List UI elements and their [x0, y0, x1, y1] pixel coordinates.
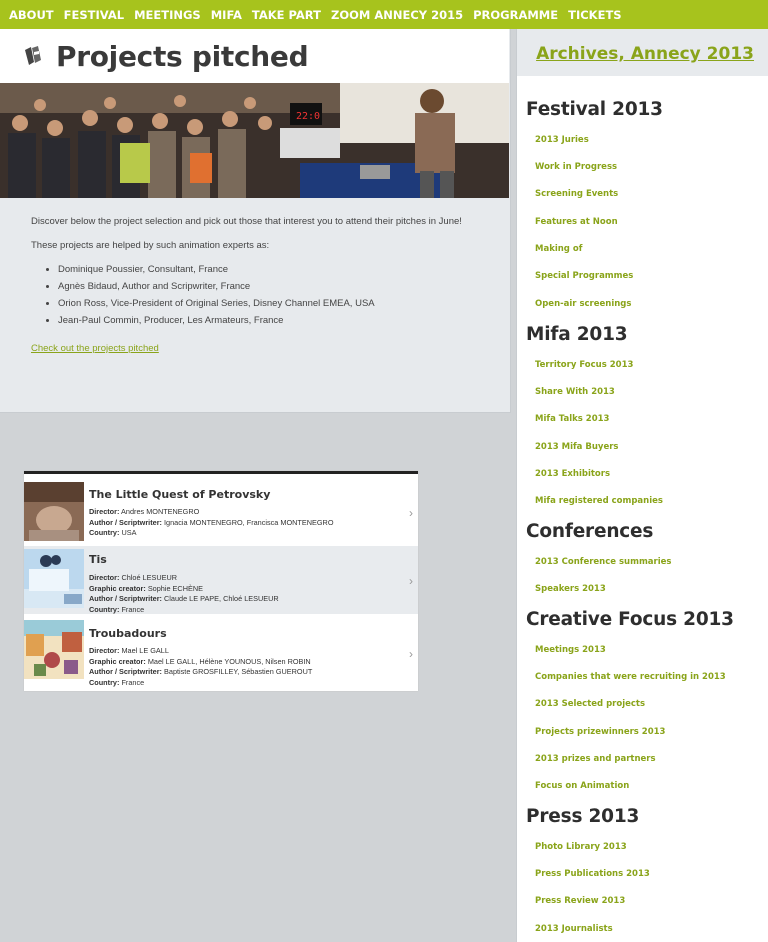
project-thumbnail	[24, 549, 84, 608]
sidebar-link[interactable]: 2013 Exhibitors	[535, 469, 611, 479]
sidebar-link[interactable]: Making of	[535, 244, 583, 254]
sidebar-link[interactable]: Press Publications 2013	[535, 869, 650, 879]
sidebar	[516, 29, 768, 942]
svg-text:22:0: 22:0	[296, 111, 321, 122]
nav-zoom-annecy[interactable]: ZOOM ANNECY 2015	[330, 7, 464, 22]
chevron-right-icon: ›	[409, 506, 413, 520]
expert-item: • Jean-Paul Commin, Producer, Les Armateurs, France	[58, 314, 491, 328]
hero-image	[0, 83, 509, 198]
sidebar-link[interactable]: Photo Library 2013	[535, 842, 627, 852]
section-heading: Mifa 2013	[526, 324, 628, 345]
project-title: The Little Quest of Petrovsky	[89, 488, 271, 501]
project-meta: Director: Andres MONTENEGRO Author / Scriptwriter: Ignacia MONTENEGRO, Francisca MONTENEGRO Country: USA	[89, 507, 334, 538]
nav-programme[interactable]: PROGRAMME	[473, 7, 559, 22]
projects-pitched-link[interactable]: Check out the projects pitched	[31, 343, 159, 354]
page-title: Projects pitched	[56, 39, 309, 73]
projects-icon	[22, 44, 46, 68]
project-meta: Director: Mael LE GALL Graphic creator: Mael LE GALL, Hélène YOUNOUS, Nilsen ROBIN Author / Scriptwriter: Baptiste GROSFILLEY, Sébastien GUEROUT Country: France	[89, 646, 313, 687]
intro-text-block	[31, 215, 491, 356]
experts-intro: These projects are helped by such animation experts as:	[31, 240, 270, 251]
sidebar-header	[517, 29, 768, 76]
top-nav	[0, 0, 768, 29]
sidebar-link[interactable]: Mifa Talks 2013	[535, 414, 610, 424]
sidebar-link[interactable]: Speakers 2013	[535, 584, 606, 594]
section-heading: Press 2013	[526, 806, 640, 827]
nav-tickets[interactable]: TICKETS	[568, 7, 622, 22]
title-bar	[0, 29, 509, 83]
projects-list	[24, 471, 418, 691]
nav-take-part[interactable]: TAKE PART	[251, 7, 321, 22]
project-thumbnail	[24, 620, 84, 679]
sidebar-link[interactable]: Features at Noon	[535, 217, 618, 227]
project-item[interactable]	[24, 546, 418, 614]
project-title: Tis	[89, 553, 107, 566]
sidebar-link[interactable]: Open-air screenings	[535, 299, 632, 309]
section-heading: Conferences	[526, 521, 654, 542]
nav-festival[interactable]: FESTIVAL	[63, 7, 125, 22]
sidebar-link[interactable]: Companies that were recruiting in 2013	[535, 672, 726, 682]
sidebar-link[interactable]: Mifa registered companies	[535, 496, 663, 506]
project-title: Troubadours	[89, 627, 167, 640]
expert-item: • Agnès Bidaud, Author and Scripwriter, France	[58, 280, 491, 294]
chevron-right-icon: ›	[409, 574, 413, 588]
section-heading: Festival 2013	[526, 99, 663, 120]
sidebar-link[interactable]: Screening Events	[535, 189, 619, 199]
archives-link[interactable]: Archives, Annecy 2013	[536, 44, 754, 64]
sidebar-link[interactable]: Special Programmes	[535, 271, 634, 281]
project-item[interactable]	[24, 614, 418, 688]
experts-list	[31, 263, 491, 328]
sidebar-link[interactable]: 2013 Mifa Buyers	[535, 442, 619, 452]
sidebar-link[interactable]: Share With 2013	[535, 387, 615, 397]
project-meta: Director: Chloé LESUEUR Graphic creator: Sophie ECHÈNE Author / Scriptwriter: Claude LE PAPE, Chloé LESUEUR Country: France	[89, 573, 279, 614]
sidebar-link[interactable]: 2013 Journalists	[535, 924, 613, 934]
expert-item: • Orion Ross, Vice-President of Original Series, Disney Channel EMEA, USA	[58, 297, 491, 311]
sidebar-link[interactable]: Press Review 2013	[535, 896, 626, 906]
chevron-right-icon: ›	[409, 647, 413, 661]
nav-about[interactable]: ABOUT	[9, 7, 54, 22]
sidebar-link[interactable]: 2013 Selected projects	[535, 699, 646, 709]
sidebar-link[interactable]: 2013 prizes and partners	[535, 754, 656, 764]
nav-mifa[interactable]: MIFA	[210, 7, 242, 22]
project-thumbnail	[24, 482, 84, 541]
project-item[interactable]	[24, 474, 418, 546]
section-heading: Creative Focus 2013	[526, 609, 734, 630]
sidebar-link[interactable]: Meetings 2013	[535, 645, 606, 655]
intro-paragraph: Discover below the project selection and pick out those that interest you to attend their pitches in June!	[31, 216, 462, 227]
sidebar-link[interactable]: Focus on Animation	[535, 781, 630, 791]
sidebar-link[interactable]: 2013 Juries	[535, 135, 589, 145]
sidebar-link[interactable]: Territory Focus 2013	[535, 360, 634, 370]
sidebar-link[interactable]: Work in Progress	[535, 162, 618, 172]
sidebar-link[interactable]: 2013 Conference summaries	[535, 557, 672, 567]
expert-item: • Dominique Poussier, Consultant, France	[58, 263, 491, 277]
nav-meetings[interactable]: MEETINGS	[134, 7, 201, 22]
sidebar-link[interactable]: Projects prizewinners 2013	[535, 727, 666, 737]
pitch-audience-photo	[0, 83, 509, 198]
